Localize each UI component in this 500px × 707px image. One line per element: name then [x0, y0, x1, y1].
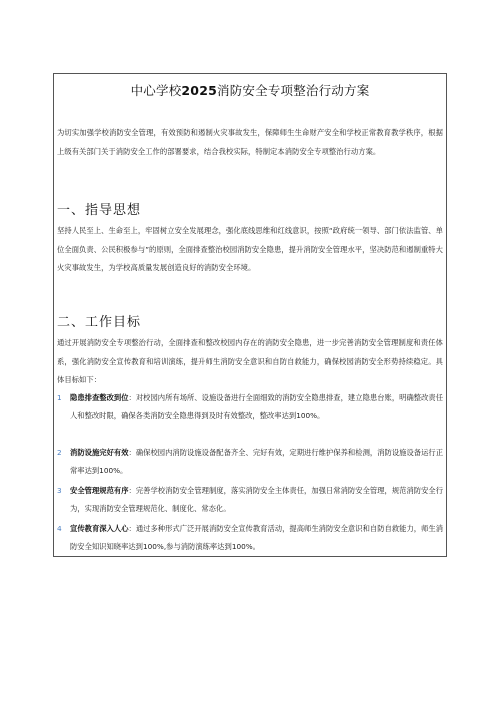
goal-text: ：完善学校消防安全管理制度，落实消防安全主体责任，加强日常消防安全管理，规范消防安全行为，实现消防安全管理规范化、制度化、常态化。	[70, 486, 443, 513]
goal-label: 消防设施完好有效	[70, 448, 129, 457]
goal-label: 隐患排查整改到位	[70, 393, 129, 402]
title-suffix: 消防安全专项整治行动方案	[217, 83, 370, 98]
section-heading-guiding-ideology: 一、指导思想	[57, 203, 142, 218]
goal-number: 4	[57, 524, 62, 533]
guiding-ideology-paragraph: 坚持人民至上、生命至上，牢固树立安全发展理念，强化底线思维和红线意识，按照“政府统一领导、部门依法监管、单位全面负责、公民积极参与”的原则，全面排查整治校园消防安全隐患，提升消防安全管理水平，坚决防范和遏制重特大火灾事故发生，为学校高质量发展创造良好的消防安全环境。	[57, 226, 443, 272]
goal-number: 1	[57, 393, 62, 402]
goal-number: 3	[57, 486, 62, 495]
goal-label: 安全管理规范有序	[70, 486, 129, 495]
intro-paragraph: 为切实加强学校消防安全管理，有效预防和遏制火灾事故发生，保障师生生命财产安全和学校正常教育教学秩序，根据上级有关部门关于消防安全工作的部署要求，结合我校实际，特制定本消防安全专项整治行动方案。	[57, 128, 443, 156]
goal-text: ：确保校园内消防设施设备配备齐全、完好有效，定期进行维护保养和检测，消防设施设备运行正常率达到100%。	[70, 448, 443, 475]
title-prefix: 中心学校	[130, 83, 182, 98]
title-year: 2025	[181, 83, 217, 98]
goal-text: ：通过多种形式广泛开展消防安全宣传教育活动，提高师生消防安全意识和自防自救能力，师生消防安全知识知晓率达到100%,参与消防演练率达到100%。	[70, 524, 443, 551]
document-title	[53, 81, 447, 99]
goal-number: 2	[57, 448, 62, 457]
goal-text: ：对校园内所有场所、设施设备进行全面细致的消防安全隐患排查，建立隐患台账，明确整改责任人和整改时限，确保各类消防安全隐患得到及时有效整改，整改率达到100%。	[70, 393, 443, 420]
work-goals-paragraph: 通过开展消防安全专项整治行动，全面排查和整改校园内存在的消防安全隐患，进一步完善消防安全管理制度和责任体系，强化消防安全宣传教育和培训演练，提升师生消防安全意识和自防自救能力，确保校园消防安全形势持续稳定。具体目标如下：	[57, 338, 443, 384]
goal-label: 宣传教育深入人心	[70, 524, 129, 533]
section-heading-work-goals: 二、工作目标	[57, 315, 142, 330]
